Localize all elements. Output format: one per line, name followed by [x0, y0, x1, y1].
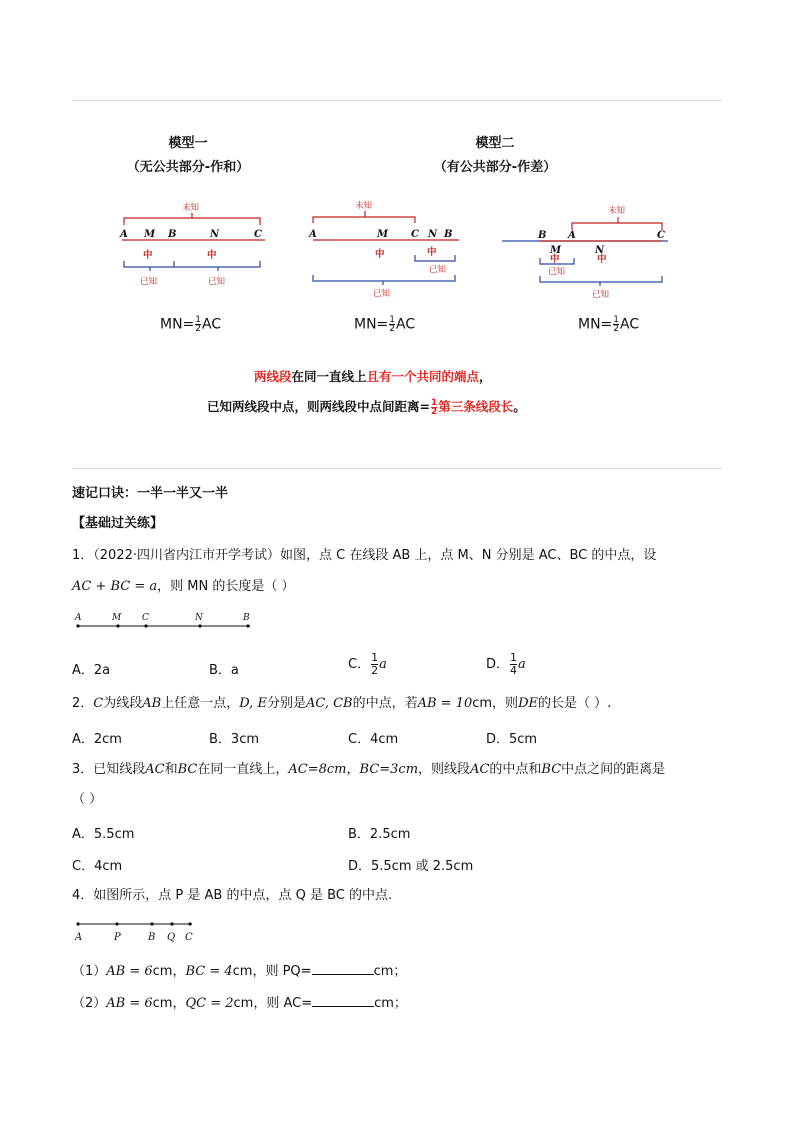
- point-label: N: [210, 229, 220, 240]
- q2-option-a[interactable]: A．2cm: [72, 732, 122, 747]
- fraction: $\frac{1}{2}$: [195, 315, 202, 334]
- q1-segment-figure: [72, 608, 262, 633]
- fraction: $\frac{1}{2}$: [430, 398, 438, 417]
- point-label: M: [550, 245, 562, 256]
- q4-sub2: （2）AB = 6cm，QC = 2cm，则 AC= cm；: [72, 993, 407, 1013]
- point-label: A: [120, 229, 128, 240]
- point-label: N: [595, 245, 605, 256]
- mid-label: 中: [375, 249, 385, 260]
- fraction: $\frac{1}{2}$: [389, 315, 396, 334]
- q3-paren: （ ）: [72, 792, 103, 807]
- q1-line1: 1．（2022·四川省内江市开学考试）如图，点 C 在线段 AB 上，点 M、N 分别是 AC、BC 的中点，设: [72, 548, 657, 563]
- answer-blank-pq[interactable]: [312, 961, 374, 975]
- model2-subtitle: （有公共部分-作差）: [433, 160, 557, 175]
- q2-option-d[interactable]: D．5cm: [486, 732, 538, 747]
- q2-option-c[interactable]: C．4cm: [348, 732, 399, 747]
- known-label: 已知: [208, 277, 226, 287]
- q1-option-a[interactable]: A．2a: [72, 663, 111, 678]
- diagram-model3: [500, 198, 680, 303]
- point-label: B: [148, 932, 156, 943]
- note-line-1: 两线段在同一直线上且有一个共同的端点，: [254, 369, 492, 384]
- point-label: N: [195, 613, 203, 623]
- note-line-2: 已知两线段中点，则两线段中点间距离= $\frac{1}{2}$ 第三条线段长。: [207, 398, 526, 417]
- point-label: A: [75, 613, 82, 623]
- point-label: A: [568, 230, 576, 241]
- point-label: B: [444, 229, 453, 240]
- unknown-label-3: 未知: [608, 206, 626, 216]
- fraction: $\frac{1}{4}$: [510, 651, 518, 677]
- known-label: 已知: [429, 265, 447, 275]
- diagram-model1: [110, 195, 280, 295]
- known-label: 已知: [373, 289, 391, 299]
- q4-sub1: （1）AB = 6cm，BC = 4cm，则 PQ= cm；: [72, 961, 406, 981]
- known-label: 已知: [592, 290, 610, 300]
- formula-1: MN= $\frac{1}{2}$ AC: [160, 315, 222, 334]
- point-label: C: [142, 613, 149, 623]
- q3-option-b[interactable]: B．2.5cm: [348, 827, 411, 842]
- point-label: N: [428, 229, 438, 240]
- model1-subtitle: （无公共部分-作和）: [126, 160, 250, 175]
- point-label: M: [112, 613, 122, 623]
- q1-option-c[interactable]: C． $\frac{1}{2}$ a: [348, 651, 387, 677]
- point-label: Q: [167, 932, 176, 943]
- point-label: M: [144, 229, 156, 240]
- unknown-label-2: 未知: [355, 201, 373, 211]
- known-label: 已知: [140, 277, 158, 287]
- point-label: C: [185, 932, 193, 943]
- q3-option-d[interactable]: D．5.5cm 或 2.5cm: [348, 859, 474, 874]
- model1-title: 模型一: [168, 136, 208, 151]
- q1-option-d[interactable]: D． $\frac{1}{4}$ a: [486, 651, 526, 677]
- point-label: B: [243, 613, 250, 623]
- point-label: A: [75, 932, 83, 943]
- point-label: A: [309, 229, 317, 240]
- q1-line2: AC + BC = a，则 MN 的长度是（ ）: [72, 579, 295, 594]
- point-label: P: [114, 932, 121, 943]
- q3-option-c[interactable]: C．4cm: [72, 859, 123, 874]
- known-label: 已知: [548, 267, 566, 277]
- mid-label: 中: [550, 254, 560, 265]
- point-label: C: [411, 229, 419, 240]
- point-label: B: [538, 230, 547, 241]
- q4-stem: 4．如图所示，点 P 是 AB 的中点，点 Q 是 BC 的中点.: [72, 888, 393, 903]
- q3-stem: 3．已知线段AC和BC在同一直线上，AC=8cm，BC=3cm，则线段AC的中点和BC中点之间的距离是: [72, 762, 666, 777]
- point-label: M: [377, 229, 389, 240]
- q2-stem: 2．C为线段AB上任意一点，D, E分别是AC, CB的中点，若AB = 10cm，则DE的长是（ ）.: [72, 696, 612, 711]
- q4-segment-figure: [72, 915, 207, 945]
- mnemonic: 速记口诀：一半一半又一半: [72, 486, 229, 501]
- q2-option-b[interactable]: B．3cm: [209, 732, 260, 747]
- point-label: C: [254, 229, 262, 240]
- q1-option-b[interactable]: B．a: [209, 663, 239, 678]
- fraction: $\frac{1}{2}$: [613, 315, 620, 334]
- mid-label: 中: [207, 250, 217, 261]
- fraction: $\frac{1}{2}$: [371, 651, 379, 677]
- answer-blank-ac[interactable]: [312, 993, 374, 1007]
- section-heading: 【基础过关练】: [72, 516, 164, 531]
- mid-label: 中: [597, 254, 607, 265]
- point-label: B: [168, 229, 177, 240]
- diagram-model2: [305, 195, 475, 305]
- mid-label: 中: [143, 250, 153, 261]
- formula-2: MN= $\frac{1}{2}$ AC: [354, 315, 416, 334]
- mid-label: 中: [427, 247, 437, 258]
- q3-option-a[interactable]: A．5.5cm: [72, 827, 135, 842]
- unknown-label-1: 未知: [182, 203, 200, 213]
- point-label: C: [657, 230, 665, 241]
- model2-title: 模型二: [475, 136, 515, 151]
- formula-3: MN= $\frac{1}{2}$ AC: [578, 315, 640, 334]
